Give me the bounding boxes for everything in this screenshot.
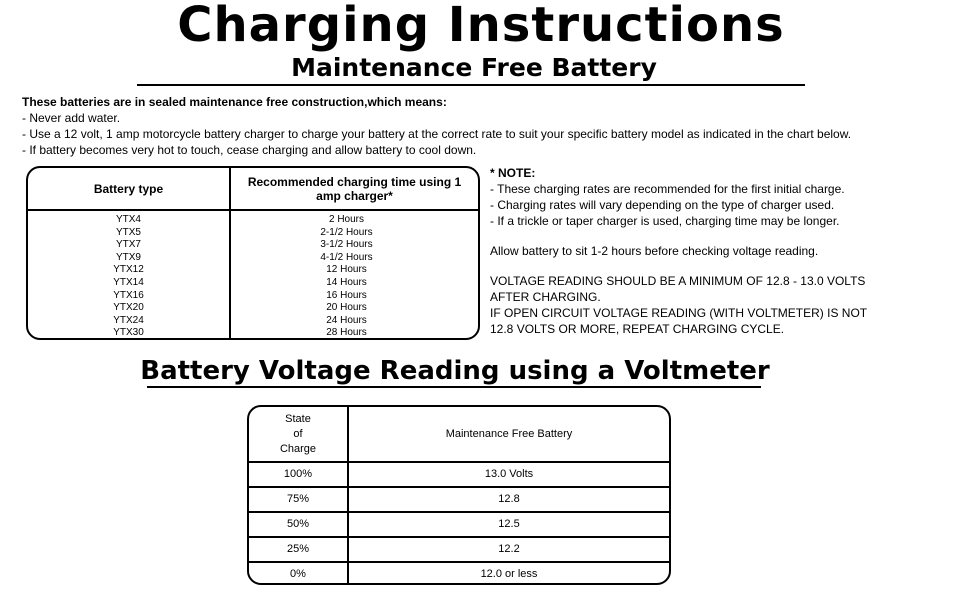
intro-line: - Never add water. — [22, 111, 121, 125]
state-of-charge-cell: 0% — [249, 563, 349, 585]
charging-time-cell: 4-1/2 Hours — [320, 251, 373, 263]
charging-time-cell: 2-1/2 Hours — [320, 226, 373, 238]
note-voltage-line: IF OPEN CIRCUIT VOLTAGE READING (WITH VOLTMETER) IS NOT — [490, 306, 868, 320]
voltage-reading-cell: 13.0 Volts — [484, 468, 534, 480]
page-subtitle: Maintenance Free Battery — [291, 53, 657, 82]
table-header — [28, 168, 478, 211]
intro-lead: These batteries are in sealed maintenance free construction,which means: — [22, 95, 447, 109]
table-row — [28, 327, 478, 340]
note-section — [490, 165, 950, 337]
header-line: State — [285, 412, 311, 425]
voltage-reading-table — [247, 405, 671, 585]
table-row — [28, 264, 478, 277]
note-line: - These charging rates are recommended for the first initial charge. — [490, 182, 845, 196]
section-title: Battery Voltage Reading using a Voltmeter — [140, 356, 770, 386]
voltage-reading-cell: 12.8 — [498, 493, 520, 505]
table-row — [28, 277, 478, 290]
note-voltage-line: 12.8 VOLTS OR MORE, REPEAT CHARGING CYCLE. — [490, 322, 785, 336]
battery-type-cell: YTX24 — [113, 314, 144, 326]
table-row — [249, 488, 669, 513]
table-row — [249, 463, 669, 488]
table-row — [249, 563, 669, 585]
charging-time-cell: 12 Hours — [326, 264, 367, 276]
header-battery-type: Battery type — [28, 168, 231, 209]
battery-type-cell: YTX14 — [113, 276, 144, 288]
state-of-charge-cell: 100% — [249, 463, 349, 486]
battery-type-cell: YTX16 — [113, 289, 144, 301]
charging-time-cell: 2 Hours — [328, 214, 364, 225]
charging-time-cell: 3-1/2 Hours — [320, 239, 373, 251]
state-of-charge-cell: 50% — [249, 513, 349, 536]
header-charging-time: Recommended charging time using 1 amp charger* — [247, 174, 462, 203]
note-line: - Charging rates will vary depending on the type of charger used. — [490, 198, 835, 212]
table-row — [249, 513, 669, 538]
battery-type-cell: YTX9 — [115, 251, 141, 263]
battery-type-cell: YTX7 — [115, 239, 141, 251]
table-row — [28, 239, 478, 252]
battery-type-cell: YTX30 — [113, 327, 144, 339]
charging-time-cell: 20 Hours — [326, 302, 367, 314]
charging-time-table — [26, 166, 480, 340]
note-voltage-line: VOLTAGE READING SHOULD BE A MINIMUM OF 12.8 - 13.0 VOLTS — [490, 274, 866, 288]
table-body — [28, 214, 478, 340]
voltage-reading-cell: 12.2 — [498, 543, 520, 555]
table-row — [28, 214, 478, 227]
intro-section — [22, 94, 957, 158]
state-of-charge-cell: 75% — [249, 488, 349, 511]
table-row — [28, 290, 478, 303]
table-row — [249, 538, 669, 563]
header-line: Charge — [279, 442, 317, 455]
page-title: Charging Instructions — [177, 0, 785, 53]
state-of-charge-cell: 25% — [249, 538, 349, 561]
table-header — [249, 407, 669, 463]
header-line: of — [293, 427, 303, 440]
table-row — [28, 252, 478, 265]
note-title: * NOTE: — [490, 166, 536, 180]
battery-type-cell: YTX4 — [115, 214, 141, 225]
charging-time-cell: 28 Hours — [326, 327, 367, 339]
charging-time-cell: 16 Hours — [326, 289, 367, 301]
intro-line: - Use a 12 volt, 1 amp motorcycle battery charger to charge your battery at the correct rate to suit your specific battery model as indicated in the chart below. — [22, 127, 852, 141]
table-row — [28, 227, 478, 240]
note-allow: Allow battery to sit 1-2 hours before checking voltage reading. — [490, 244, 819, 258]
header-maintenance-free: Maintenance Free Battery — [445, 428, 573, 440]
battery-type-cell: YTX12 — [113, 264, 144, 276]
note-voltage-line: AFTER CHARGING. — [490, 290, 601, 304]
voltage-reading-cell: 12.5 — [498, 518, 520, 530]
section-underline — [147, 386, 761, 388]
voltage-reading-cell: 12.0 or less — [480, 568, 538, 580]
intro-line: - If battery becomes very hot to touch, cease charging and allow battery to cool down. — [22, 143, 477, 157]
charging-time-cell: 24 Hours — [326, 314, 367, 326]
note-line: - If a trickle or taper charger is used, charging time may be longer. — [490, 214, 840, 228]
battery-type-cell: YTX20 — [113, 302, 144, 314]
subtitle-underline — [137, 84, 805, 86]
header-state-of-charge — [249, 407, 349, 461]
battery-type-cell: YTX5 — [115, 226, 141, 238]
charging-time-cell: 14 Hours — [326, 276, 367, 288]
table-row — [28, 302, 478, 315]
table-body — [249, 463, 669, 585]
table-row — [28, 315, 478, 328]
